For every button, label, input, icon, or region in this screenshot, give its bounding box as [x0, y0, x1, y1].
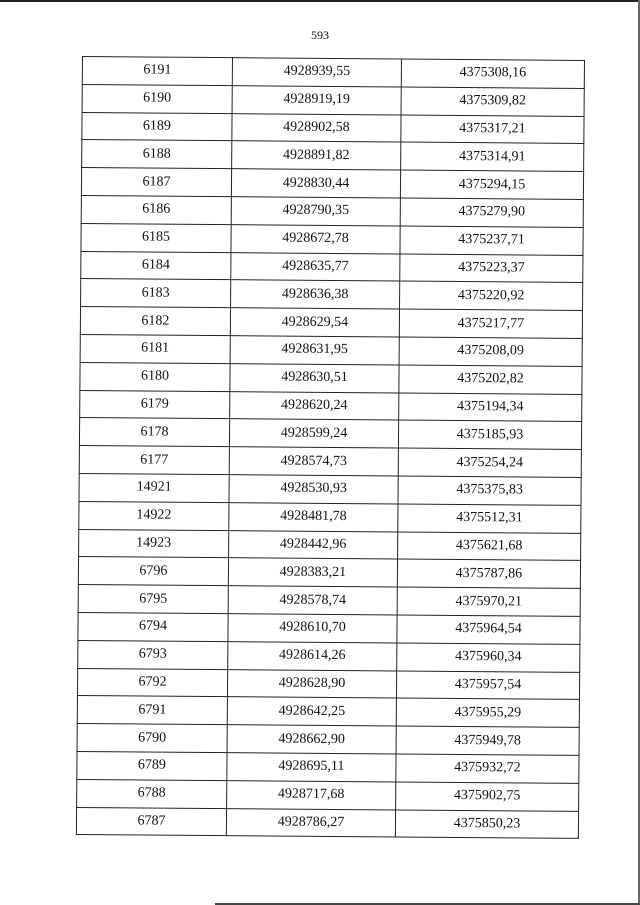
point-number-cell: 6181	[80, 334, 230, 363]
table-row	[80, 334, 582, 366]
x-coordinate-cell: 4928642,25	[227, 697, 396, 726]
table-row	[79, 529, 581, 561]
y-coordinate-cell: 4375194,34	[399, 393, 582, 422]
x-coordinate-cell: 4928620,24	[230, 391, 399, 420]
page-number: 593	[311, 28, 329, 42]
y-coordinate-cell: 4375309,82	[401, 87, 584, 116]
y-coordinate-cell: 4375621,68	[398, 532, 581, 561]
x-coordinate-cell: 4928662,90	[227, 725, 396, 754]
y-coordinate-cell: 4375294,15	[400, 170, 583, 199]
x-coordinate-cell: 4928635,77	[231, 252, 400, 281]
point-number-cell: 6789	[77, 751, 227, 780]
table-row	[79, 501, 581, 533]
point-number-cell: 6183	[81, 279, 231, 308]
table-row	[77, 779, 579, 811]
y-coordinate-cell: 4375208,09	[399, 337, 582, 366]
table-row	[79, 418, 581, 450]
table-row	[81, 168, 583, 200]
x-coordinate-cell: 4928630,51	[230, 363, 399, 392]
table-row	[79, 446, 581, 478]
y-coordinate-cell: 4375185,93	[398, 420, 581, 449]
point-number-cell: 6182	[80, 307, 230, 336]
coordinates-table-container	[76, 56, 585, 839]
x-coordinate-cell: 4928830,44	[231, 169, 400, 198]
x-coordinate-cell: 4928717,68	[227, 780, 396, 809]
point-number-cell: 6187	[81, 168, 231, 197]
y-coordinate-cell: 4375960,34	[397, 643, 580, 672]
x-coordinate-cell: 4928383,21	[228, 558, 397, 587]
x-coordinate-cell: 4928919,19	[232, 85, 401, 114]
point-number-cell: 6787	[76, 807, 226, 836]
y-coordinate-cell: 4375375,83	[398, 476, 581, 505]
x-coordinate-cell: 4928902,58	[232, 113, 401, 142]
y-coordinate-cell: 4375317,21	[401, 115, 584, 144]
y-coordinate-cell: 4375902,75	[396, 782, 579, 811]
table-row	[81, 223, 583, 255]
y-coordinate-cell: 4375970,21	[397, 587, 580, 616]
y-coordinate-cell: 4375217,77	[399, 309, 582, 338]
table-row	[82, 140, 584, 172]
x-coordinate-cell: 4928695,11	[227, 753, 396, 782]
y-coordinate-cell: 4375932,72	[396, 754, 579, 783]
y-coordinate-cell: 4375964,54	[397, 615, 580, 644]
table-row	[81, 195, 583, 227]
table-row	[80, 362, 582, 394]
table-row	[79, 473, 581, 505]
x-coordinate-cell: 4928614,26	[228, 641, 397, 670]
y-coordinate-cell: 4375254,24	[398, 448, 581, 477]
coordinates-table	[76, 56, 585, 839]
x-coordinate-cell: 4928481,78	[229, 502, 398, 531]
point-number-cell: 6794	[78, 612, 228, 641]
x-coordinate-cell: 4928574,73	[229, 447, 398, 476]
point-number-cell: 6792	[77, 668, 227, 697]
x-coordinate-cell: 4928631,95	[230, 336, 399, 365]
point-number-cell: 6788	[77, 779, 227, 808]
x-coordinate-cell: 4928578,74	[228, 586, 397, 615]
point-number-cell: 6190	[82, 84, 232, 113]
point-number-cell: 6793	[78, 640, 228, 669]
table-row	[77, 696, 579, 728]
table-row	[78, 557, 580, 589]
table-row	[82, 84, 584, 116]
x-coordinate-cell: 4928636,38	[231, 280, 400, 309]
table-row	[78, 585, 580, 617]
y-coordinate-cell: 4375220,92	[400, 281, 583, 310]
y-coordinate-cell: 4375308,16	[401, 59, 584, 88]
y-coordinate-cell: 4375949,78	[396, 726, 579, 755]
table-row	[77, 751, 579, 783]
y-coordinate-cell: 4375957,54	[396, 671, 579, 700]
table-row	[81, 251, 583, 283]
point-number-cell: 6186	[81, 195, 231, 224]
point-number-cell: 6191	[82, 57, 232, 86]
table-row	[80, 390, 582, 422]
point-number-cell: 6796	[78, 557, 228, 586]
point-number-cell: 6180	[80, 362, 230, 391]
y-coordinate-cell: 4375850,23	[395, 810, 578, 839]
point-number-cell: 6188	[82, 140, 232, 169]
x-coordinate-cell: 4928442,96	[229, 530, 398, 559]
x-coordinate-cell: 4928599,24	[229, 419, 398, 448]
point-number-cell: 6795	[78, 585, 228, 614]
y-coordinate-cell: 4375787,86	[397, 559, 580, 588]
point-number-cell: 14923	[79, 529, 229, 558]
y-coordinate-cell: 4375202,82	[399, 365, 582, 394]
table-row	[82, 112, 584, 144]
y-coordinate-cell: 4375223,37	[400, 254, 583, 283]
y-coordinate-cell: 4375955,29	[396, 698, 579, 727]
point-number-cell: 6791	[77, 696, 227, 725]
table-row	[77, 668, 579, 700]
table-row	[80, 307, 582, 339]
point-number-cell: 6179	[80, 390, 230, 419]
x-coordinate-cell: 4928790,35	[231, 197, 400, 226]
table-row	[81, 279, 583, 311]
y-coordinate-cell: 4375314,91	[401, 142, 584, 171]
x-coordinate-cell: 4928939,55	[232, 58, 401, 87]
table-row	[76, 807, 578, 839]
point-number-cell: 6189	[82, 112, 232, 141]
point-number-cell: 6178	[79, 418, 229, 447]
x-coordinate-cell: 4928628,90	[227, 669, 396, 698]
x-coordinate-cell: 4928891,82	[232, 141, 401, 170]
point-number-cell: 14921	[79, 473, 229, 502]
table-row	[77, 724, 579, 756]
y-coordinate-cell: 4375237,71	[400, 226, 583, 255]
x-coordinate-cell: 4928530,93	[229, 475, 398, 504]
table-row	[82, 57, 584, 89]
point-number-cell: 6790	[77, 724, 227, 753]
point-number-cell: 6184	[81, 251, 231, 280]
coordinates-table-body	[76, 57, 584, 839]
y-coordinate-cell: 4375512,31	[398, 504, 581, 533]
point-number-cell: 14922	[79, 501, 229, 530]
x-coordinate-cell: 4928786,27	[226, 808, 395, 837]
table-row	[78, 640, 580, 672]
x-coordinate-cell: 4928610,70	[228, 614, 397, 643]
scan-edge-top	[0, 0, 640, 2]
x-coordinate-cell: 4928672,78	[231, 224, 400, 253]
y-coordinate-cell: 4375279,90	[400, 198, 583, 227]
point-number-cell: 6177	[79, 446, 229, 475]
point-number-cell: 6185	[81, 223, 231, 252]
table-row	[78, 612, 580, 644]
x-coordinate-cell: 4928629,54	[230, 308, 399, 337]
